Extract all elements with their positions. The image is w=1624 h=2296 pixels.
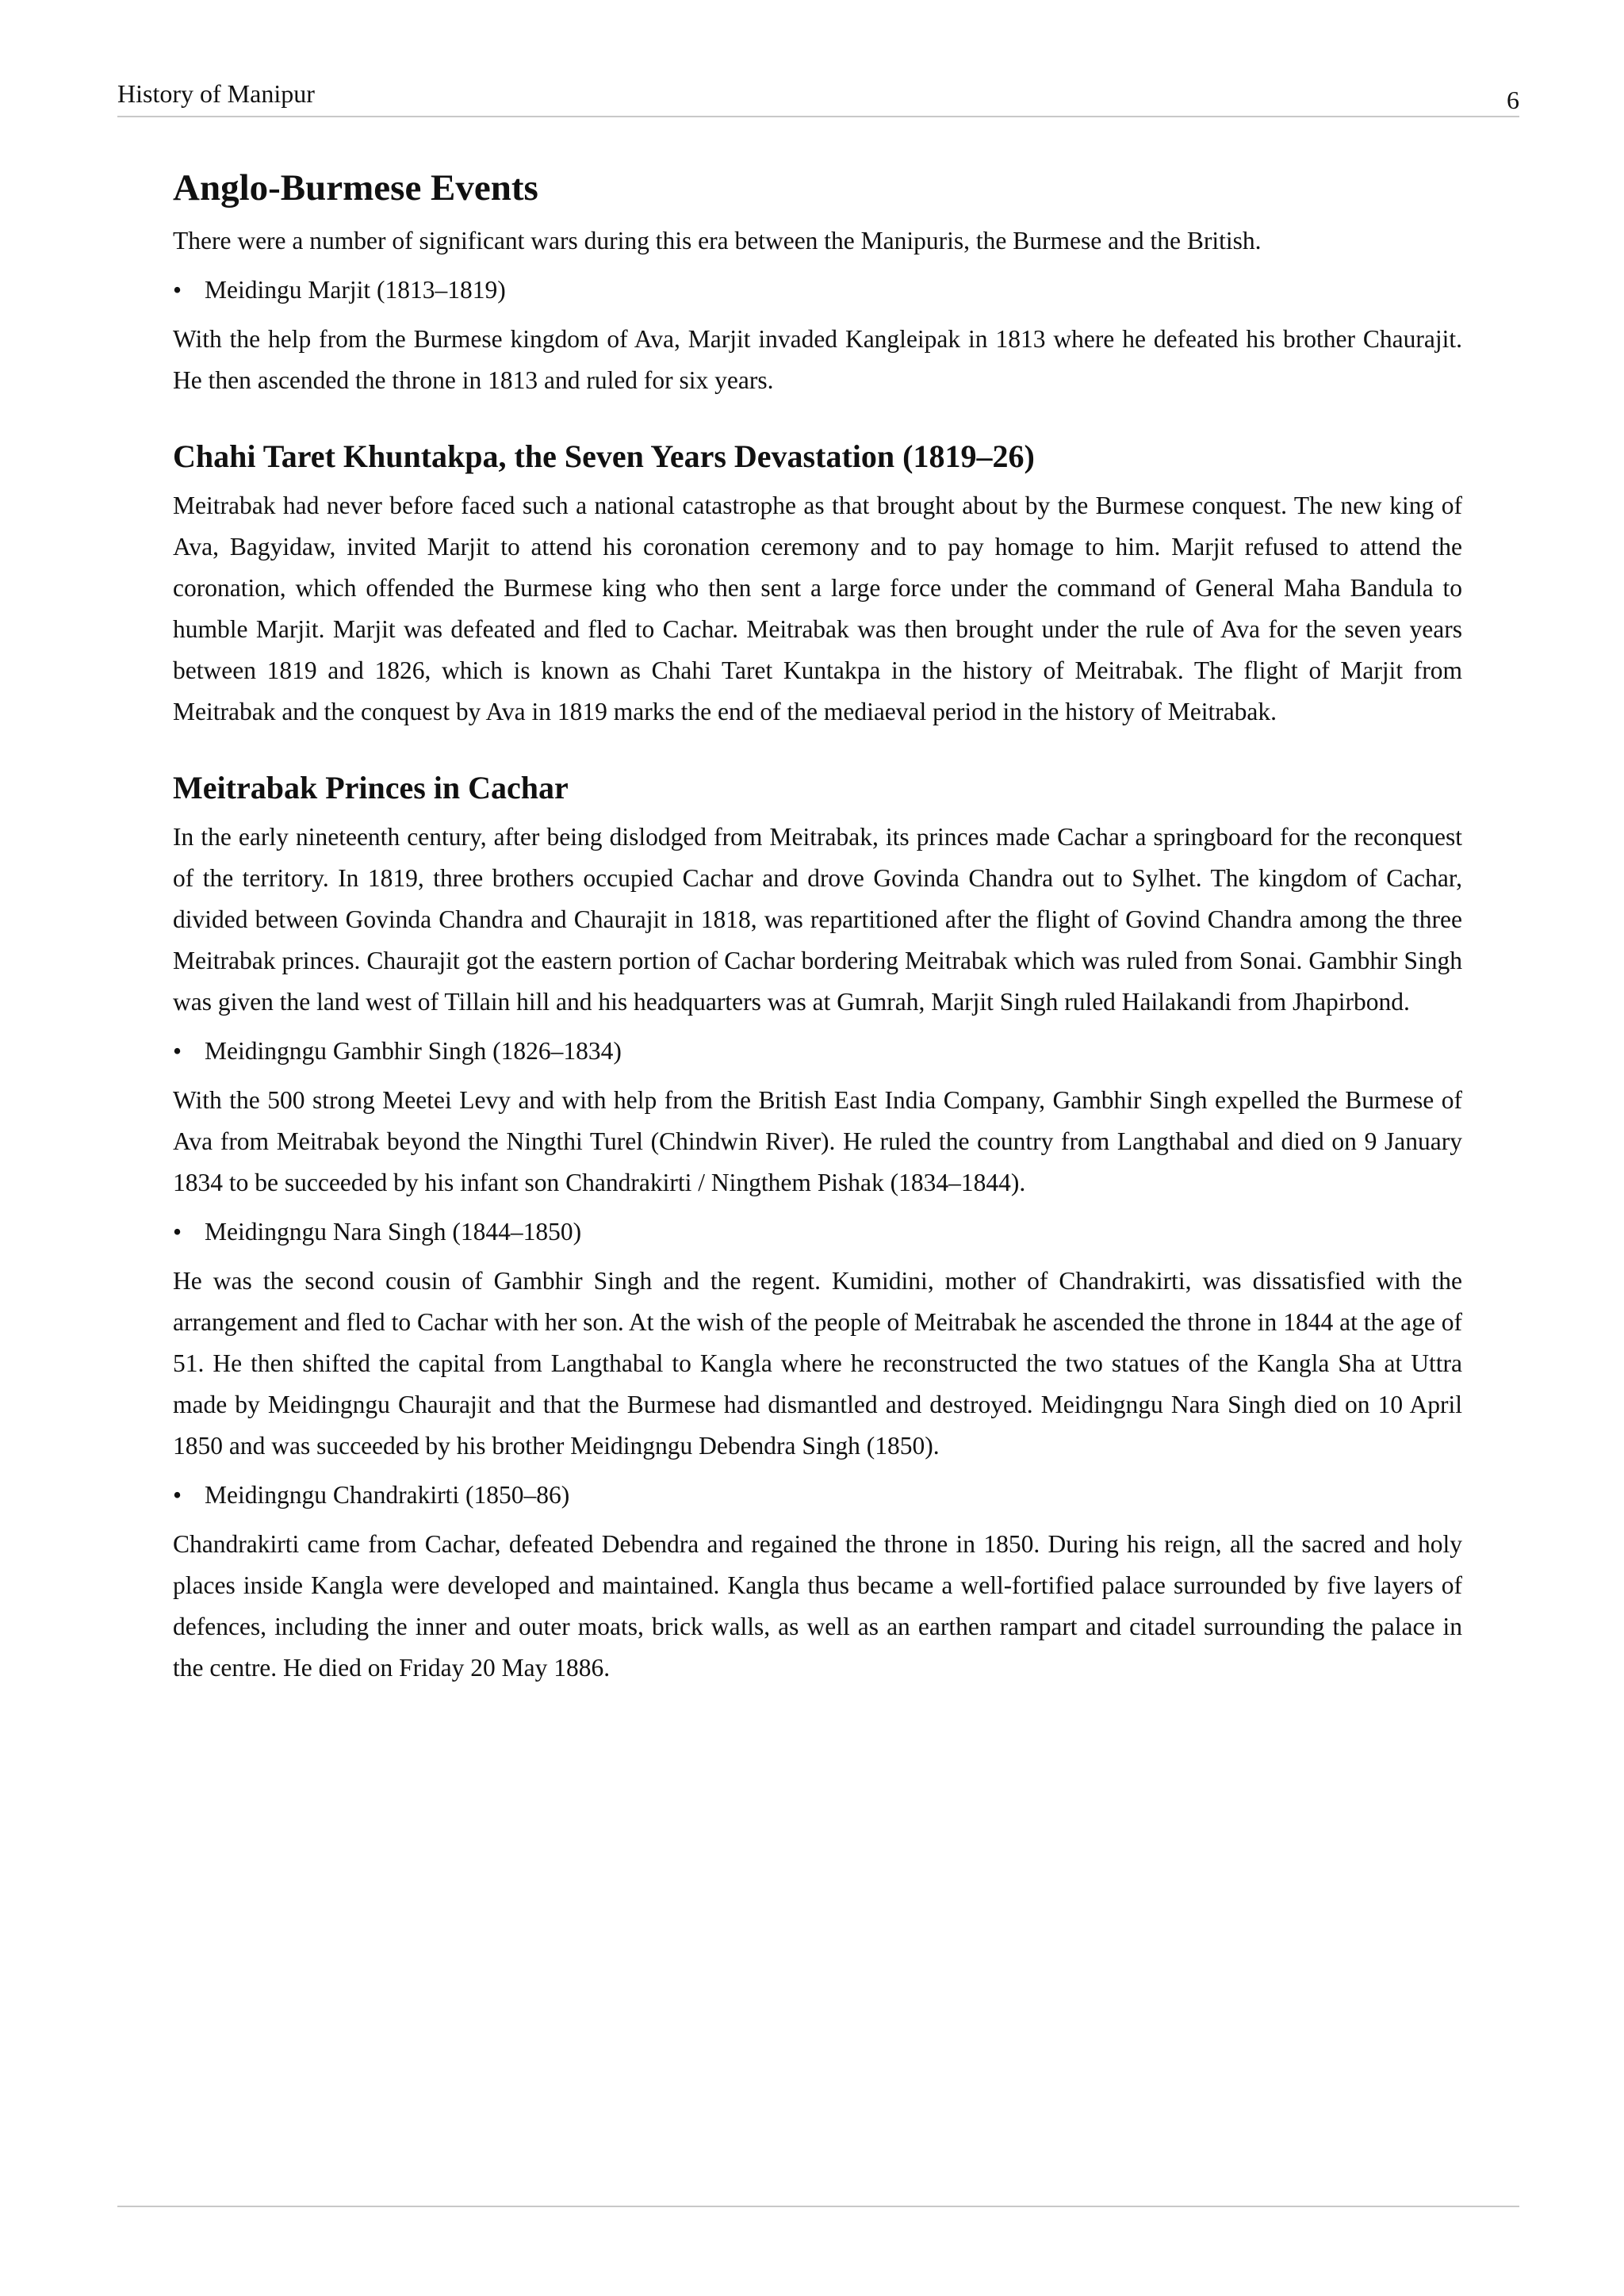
paragraph-chahi-taret: Meitrabak had never before faced such a national catastrophe as that brought about by the Burmese conquest. The new king of Ava, Bagyidaw, invited Marjit to attend his coronation ceremony and to pay homage to him. Marjit refused to attend the coronation, which offended the Burmese king who then sent a large force under the command of General Maha Bandula to humble Marjit. Marjit was defeated and fled to Cachar. Meitrabak was then brought under the rule of Ava for the seven years between 1819 and 1826, which is known as Chahi Taret Kuntakpa in the history of Meitrabak. The flight of Marjit from Meitrabak and the conquest by Ava in 1819 marks the end of the mediaeval period in the history of Meitrabak.	[173, 492, 1462, 725]
paragraph-princes-cachar: In the early nineteenth century, after being dislodged from Meitrabak, its princes made Cachar a springboard for the reconquest of the territory. In 1819, three brothers occupied Cachar and drove Govinda Chandra out to Sylhet. The kingdom of Cachar, divided between Govinda Chandra and Chaurajit in 1818, was repartitioned after the flight of Govind Chandra among the three Meitrabak princes. Chaurajit got the eastern portion of Cachar bordering Meitrabak which was ruled from Sonai. Gambhir Singh was given the land west of Tillain hill and his headquarters was at Gumrah, Marjit Singh ruled Hailakandi from Jhapirbond.	[173, 823, 1462, 1016]
list-item-label: Meidingngu Gambhir Singh (1826–1834)	[205, 1037, 622, 1065]
bullet-icon: •	[173, 1037, 182, 1065]
running-header	[117, 78, 1519, 117]
section-heading-chahi-taret: Chahi Taret Khuntakpa, the Seven Years Devastation (1819–26)	[173, 438, 1035, 474]
list-item-nara	[173, 1211, 1462, 1253]
list-item-label: Meidingngu Nara Singh (1844–1850)	[205, 1218, 582, 1246]
bullet-icon: •	[173, 1218, 182, 1246]
list-item-gambhir	[173, 1031, 1462, 1072]
running-title: History of Manipur	[117, 79, 315, 108]
paragraph-nara: He was the second cousin of Gambhir Singh and the regent. Kumidini, mother of Chandrakirti, was dissatisfied with the arrangement and fled to Cachar with her son. At the wish of the people of Meitrabak he ascended the throne in 1844 at the age of 51. He then shifted the capital from Langthabal to Kangla where he reconstructed the two statues of the Kangla Sha at Uttra made by Meidingngu Chaurajit and that the Burmese had dismantled and destroyed. Meidingngu Nara Singh died on 10 April 1850 and was succeeded by his brother Meidingngu Debendra Singh (1850).	[173, 1267, 1462, 1460]
list-item-marjit	[173, 270, 1462, 311]
list-item-label: Meidingu Marjit (1813–1819)	[205, 276, 506, 304]
paragraph-anglo-burmese-intro: There were a number of significant wars during this era between the Manipuris, the Burmese and the British.	[173, 227, 1262, 254]
paragraph-gambhir: With the 500 strong Meetei Levy and with help from the British East India Company, Gambhir Singh expelled the Burmese of Ava from Meitrabak beyond the Ningthi Turel (Chindwin River). He ruled the country from Langthabal and died on 9 January 1834 to be succeeded by his infant son Chandrakirti / Ningthem Pishak (1834–1844).	[173, 1086, 1462, 1196]
footer-rule	[117, 2206, 1519, 2207]
paragraph-chandrakirti: Chandrakirti came from Cachar, defeated Debendra and regained the throne in 1850. During his reign, all the sacred and holy places inside Kangla were developed and maintained. Kangla thus became a well-fortified palace surrounded by five layers of defences, including the inner and outer moats, brick walls, as well as an earthen rampart and citadel surrounding the palace in the centre. He died on Friday 20 May 1886.	[173, 1530, 1462, 1682]
section-heading-princes-cachar: Meitrabak Princes in Cachar	[173, 770, 569, 806]
bullet-icon: •	[173, 276, 182, 304]
list-item-label: Meidingngu Chandrakirti (1850–86)	[205, 1481, 570, 1509]
paragraph-marjit: With the help from the Burmese kingdom of Ava, Marjit invaded Kangleipak in 1813 where he defeated his brother Chaurajit. He then ascended the throne in 1813 and ruled for six years.	[173, 325, 1462, 394]
article-body	[173, 165, 1462, 1697]
list-item-chandrakirti	[173, 1475, 1462, 1516]
bullet-icon: •	[173, 1481, 182, 1509]
page-number: 6	[1507, 86, 1519, 114]
section-heading-anglo-burmese: Anglo-Burmese Events	[173, 167, 538, 209]
